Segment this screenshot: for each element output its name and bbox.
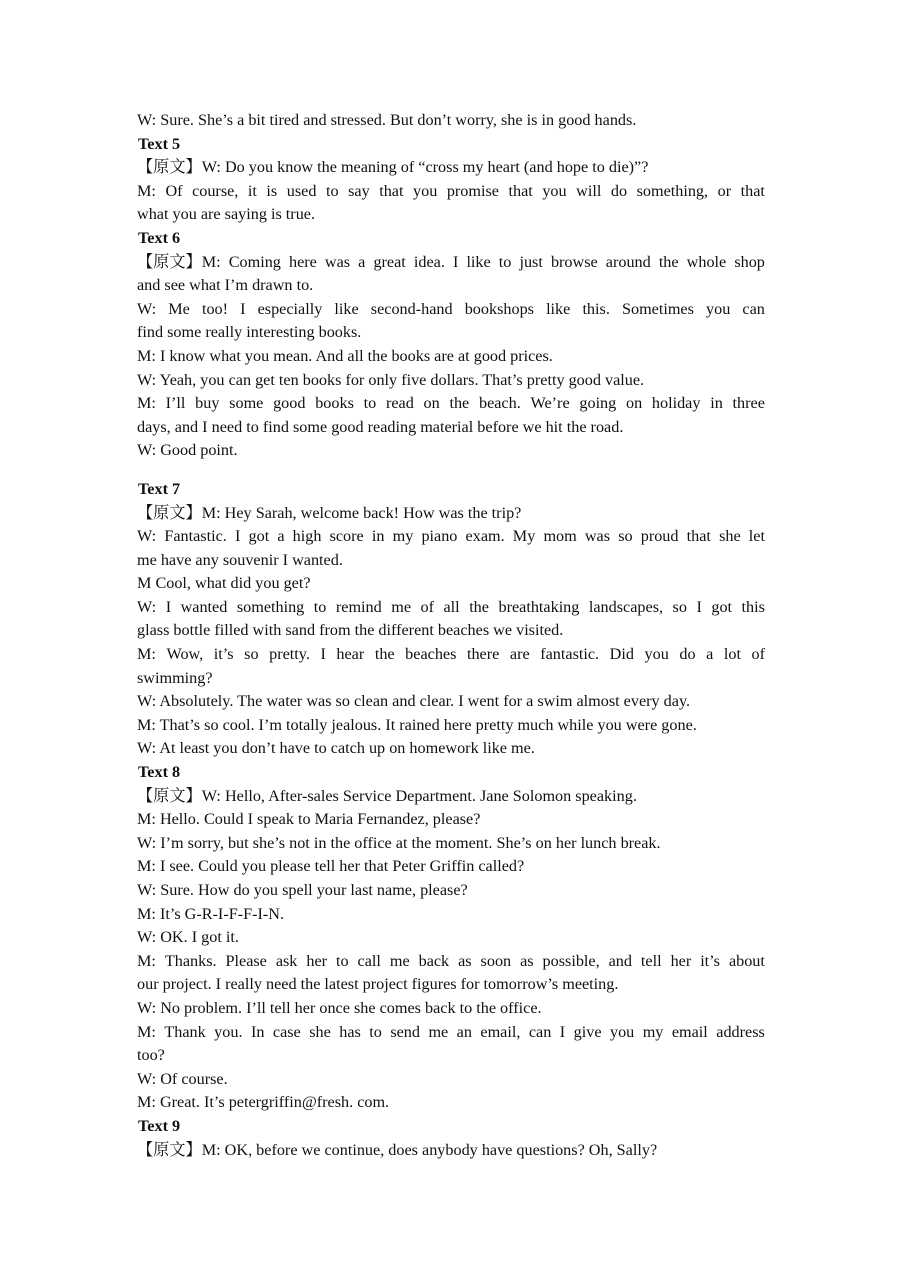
word: I — [696, 597, 702, 616]
dialogue-line: what you are saying is true. — [137, 205, 316, 224]
word: We’re — [530, 394, 570, 413]
word: around — [605, 252, 651, 271]
section-heading: Text 7 — [138, 479, 181, 498]
word: like — [466, 252, 491, 271]
word: I — [240, 299, 246, 318]
word: exam. — [465, 527, 505, 546]
word: second-hand — [370, 299, 453, 318]
word: it’s — [213, 645, 234, 664]
word: to — [335, 951, 349, 970]
dialogue-line: days, and I need to find some good reading material before we hit the road. — [137, 417, 624, 436]
word: ask — [275, 951, 298, 970]
word: on — [423, 394, 440, 413]
word: or — [717, 181, 732, 200]
word: buy — [195, 394, 220, 413]
dialogue-line: too? — [137, 1046, 165, 1065]
word: just — [519, 252, 543, 271]
word: shop — [734, 252, 765, 271]
dialogue-line: W: I’m sorry, but she’s not in the office at the moment. She’s on her lunch break. — [137, 833, 661, 852]
word: I’ll — [165, 394, 186, 413]
word: Of — [165, 181, 183, 200]
word: course, — [192, 181, 239, 200]
word: you — [542, 181, 567, 200]
word: M: — [137, 951, 156, 970]
word: too! — [201, 299, 229, 318]
word: in — [710, 394, 723, 413]
word: used — [286, 181, 317, 200]
word: pretty. — [269, 645, 310, 664]
word: bookshops — [464, 299, 534, 318]
paragraph-gap — [137, 463, 765, 478]
word: there — [466, 645, 500, 664]
word: I — [452, 252, 459, 271]
word: my — [642, 1022, 664, 1041]
word: on — [625, 394, 643, 413]
dialogue-line: W: Good point. — [137, 441, 238, 460]
dialogue-line: M: That’s so cool. I’m totally jealous. It rained here pretty much while you were gone. — [137, 715, 697, 734]
section-heading: Text 6 — [138, 228, 181, 247]
word: W: — [137, 527, 157, 546]
word: address — [716, 1022, 765, 1041]
section-heading: Text 5 — [138, 134, 181, 153]
word: an — [456, 1022, 472, 1041]
dialogue-line-justified — [137, 950, 765, 974]
word: lot — [723, 645, 741, 664]
word: Wow, — [166, 645, 204, 664]
word: here — [288, 252, 317, 271]
word: that — [686, 527, 711, 546]
dialogue-line-justified — [137, 525, 765, 549]
word: Sometimes — [621, 299, 694, 318]
word: like — [546, 299, 571, 318]
dialogue-line-justified — [137, 251, 765, 275]
word: about — [728, 951, 765, 970]
word: I — [559, 1022, 566, 1041]
word: holiday — [651, 394, 701, 413]
dialogue-line: W: At least you don’t have to catch up on homework like me. — [137, 739, 535, 758]
word: soon — [480, 951, 512, 970]
word: a — [706, 645, 714, 664]
word: the — [469, 597, 489, 616]
word: a — [277, 527, 285, 546]
word: let — [748, 527, 765, 546]
word: W: — [137, 597, 157, 616]
dialogue-line: M: I know what you mean. And all the books are at good prices. — [137, 346, 553, 365]
word: email, — [480, 1022, 521, 1041]
word: especially — [257, 299, 323, 318]
word: do — [679, 645, 696, 664]
word: give — [573, 1022, 602, 1041]
dialogue-line-justified — [137, 1021, 765, 1045]
dialogue-line: M Cool, what did you get? — [137, 574, 311, 593]
word: books — [315, 394, 354, 413]
word: you. — [214, 1022, 243, 1041]
dialogue-line: W: Of course. — [137, 1069, 228, 1088]
word: you — [644, 645, 669, 664]
word: high — [292, 527, 322, 546]
word: to — [313, 597, 327, 616]
word: In — [250, 1022, 265, 1041]
word: going — [579, 394, 617, 413]
word: Thank — [164, 1022, 206, 1041]
word: promise — [446, 181, 499, 200]
word: I — [234, 527, 241, 546]
word: fantastic. — [540, 645, 600, 664]
dialogue-line: W: Sure. How do you spell your last name, please? — [137, 881, 468, 899]
word: proud — [640, 527, 679, 546]
word: to — [498, 252, 512, 271]
word: the — [449, 394, 470, 413]
dialogue-line: 【原文】M: OK, before we continue, does anybody have questions? Oh, Sally? — [137, 1140, 658, 1159]
word: read — [385, 394, 414, 413]
word: this. — [582, 299, 610, 318]
dialogue-line: M: I see. Could you please tell her that Peter Griffin called? — [137, 857, 525, 876]
dialogue-line: M: Great. It’s petergriffin@fresh. com. — [137, 1093, 390, 1112]
word: W: — [137, 299, 157, 318]
dialogue-line: find some really interesting books. — [137, 323, 362, 342]
word: all — [443, 597, 460, 616]
word: was — [324, 252, 351, 271]
word: email — [671, 1022, 708, 1041]
section-heading: Text 9 — [138, 1116, 181, 1135]
dialogue-line: 【原文】W: Do you know the meaning of “cross my heart (and hope to die)”? — [137, 158, 649, 177]
word: send — [390, 1022, 420, 1041]
word: M: — [137, 645, 156, 664]
word: you — [706, 299, 731, 318]
word: to — [369, 1022, 382, 1041]
word: possible, — [542, 951, 600, 970]
word: do — [610, 181, 628, 200]
word: so — [618, 527, 633, 546]
word: can — [528, 1022, 552, 1041]
word: that — [740, 181, 765, 200]
word: her — [670, 951, 692, 970]
word: as — [458, 951, 472, 970]
transcript-page — [137, 109, 765, 1162]
dialogue-line: W: OK. I got it. — [137, 928, 239, 947]
word: I — [320, 645, 326, 664]
dialogue-line: 【原文】M: Hey Sarah, welcome back! How was the trip? — [137, 503, 522, 522]
word: she — [309, 1022, 331, 1041]
word: remind — [335, 597, 382, 616]
word: beaches — [405, 645, 457, 664]
word: so — [244, 645, 259, 664]
dialogue-line: M: It’s G-R-I-F-F-I-N. — [137, 904, 285, 923]
dialogue-line: W: Sure. She’s a bit tired and stressed. But don’t worry, she is in good hands. — [137, 111, 637, 129]
dialogue-line: our project. I really need the latest project figures for tomorrow’s meeting. — [137, 975, 619, 994]
dialogue-line: W: Absolutely. The water was so clean and clear. I went for a swim almost every day. — [137, 692, 691, 711]
word: you — [413, 181, 438, 200]
word: that — [379, 181, 404, 200]
word: are — [509, 645, 530, 664]
word: case — [272, 1022, 301, 1041]
word: back — [418, 951, 450, 970]
dialogue-line: 【原文】W: Hello, After-sales Service Department. Jane Solomon speaking. — [137, 786, 637, 805]
word: Coming — [228, 252, 281, 271]
dialogue-line-justified — [137, 298, 765, 322]
word: I — [165, 597, 172, 616]
word: 【原文】M: — [137, 252, 221, 271]
word: hear — [336, 645, 365, 664]
word: she — [719, 527, 741, 546]
word: has — [339, 1022, 361, 1041]
word: like — [334, 299, 359, 318]
word: Please — [225, 951, 267, 970]
word: it — [247, 181, 257, 200]
word: that — [508, 181, 533, 200]
word: score — [329, 527, 364, 546]
word: piano — [421, 527, 458, 546]
word: got — [711, 597, 733, 616]
word: Me — [168, 299, 190, 318]
word: me — [428, 1022, 449, 1041]
word: was — [584, 527, 611, 546]
word: three — [732, 394, 765, 413]
word: tell — [640, 951, 662, 970]
word: Fantastic. — [164, 527, 227, 546]
word: to — [363, 394, 377, 413]
dialogue-line: W: No problem. I’ll tell her once she comes back to the office. — [137, 998, 542, 1017]
word: breathtaking — [498, 597, 580, 616]
word: of — [751, 645, 765, 664]
word: it’s — [700, 951, 720, 970]
word: will — [576, 181, 602, 200]
word: Thanks. — [164, 951, 217, 970]
word: browse — [550, 252, 598, 271]
word: good — [273, 394, 306, 413]
word: say — [348, 181, 370, 200]
word: great — [373, 252, 406, 271]
word: and — [608, 951, 632, 970]
dialogue-line-justified — [137, 392, 765, 416]
word: M: — [137, 394, 156, 413]
word: idea. — [413, 252, 445, 271]
word: a — [358, 252, 366, 271]
word: her — [306, 951, 328, 970]
word: something, — [636, 181, 709, 200]
dialogue-line-justified — [137, 180, 765, 204]
word: My — [512, 527, 536, 546]
word: you — [609, 1022, 635, 1041]
word: got — [248, 527, 270, 546]
dialogue-line: me have any souvenir I wanted. — [137, 550, 343, 569]
word: landscapes, — [588, 597, 664, 616]
word: is — [266, 181, 278, 200]
word: of — [420, 597, 434, 616]
word: me — [389, 951, 410, 970]
word: in — [371, 527, 385, 546]
word: mom — [543, 527, 577, 546]
word: my — [392, 527, 414, 546]
dialogue-line: swimming? — [137, 668, 213, 687]
dialogue-line: glass bottle filled with sand from the different beaches we visited. — [137, 621, 564, 640]
dialogue-line: M: Hello. Could I speak to Maria Fernandez, please? — [137, 810, 481, 829]
dialogue-line-justified — [137, 596, 765, 620]
word: M: — [137, 1022, 156, 1041]
word: some — [229, 394, 264, 413]
word: as — [520, 951, 534, 970]
word: M: — [137, 181, 156, 200]
word: to — [325, 181, 339, 200]
word: wanted — [180, 597, 228, 616]
word: call — [357, 951, 381, 970]
word: beach. — [478, 394, 521, 413]
word: can — [742, 299, 765, 318]
word: whole — [686, 252, 727, 271]
word: me — [391, 597, 412, 616]
dialogue-line: W: Yeah, you can get ten books for only five dollars. That’s pretty good value. — [137, 370, 645, 389]
word: Did — [609, 645, 634, 664]
word: the — [658, 252, 679, 271]
dialogue-line-justified — [137, 643, 765, 667]
word: the — [374, 645, 395, 664]
word: so — [672, 597, 687, 616]
section-heading: Text 8 — [138, 763, 181, 782]
word: this — [741, 597, 765, 616]
word: something — [236, 597, 305, 616]
dialogue-line: and see what I’m drawn to. — [137, 276, 314, 295]
